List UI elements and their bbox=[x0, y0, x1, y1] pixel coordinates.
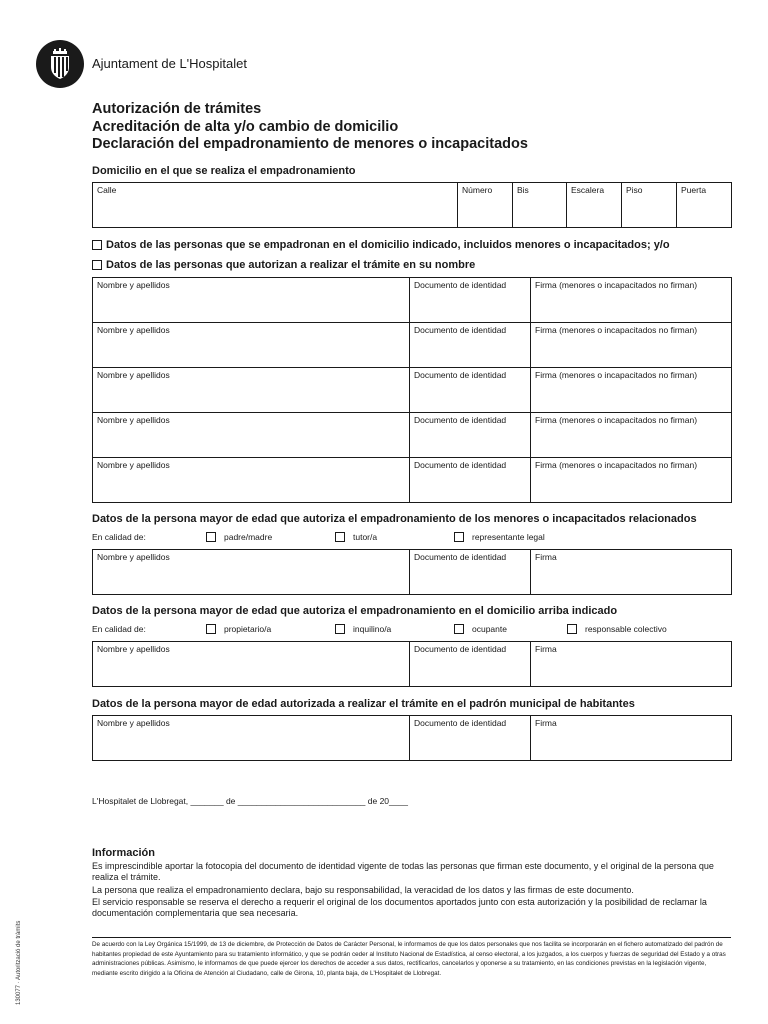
domicile-table bbox=[92, 182, 732, 228]
signature-label: Firma bbox=[535, 644, 557, 654]
tenant-label: inquilino/a bbox=[353, 624, 392, 634]
number-field[interactable] bbox=[458, 183, 513, 228]
name-label: Nombre y apellidos bbox=[97, 718, 170, 728]
name-label: Nombre y apellidos bbox=[97, 644, 170, 654]
table-row bbox=[93, 458, 732, 503]
signature-label: Firma (menores o incapacitados no firman) bbox=[535, 415, 698, 425]
domicile-authorizer-signature-field[interactable] bbox=[531, 642, 732, 687]
id-label: Documento de identidad bbox=[414, 644, 507, 654]
table-row bbox=[93, 278, 732, 323]
person-signature-field[interactable] bbox=[531, 368, 732, 413]
table-row bbox=[93, 413, 732, 458]
legal-notice: De acuerdo con la Ley Orgánica 15/1999, de 13 de diciembre, de Protección de Datos de Carácter Personal, le informamos de que los datos personales que nos facilita se incorporarán en el fichero automatizado del padrón de habitantes propiedad de este Ayuntamiento para su tratamiento informático, y que se podrán ceder al Instituto Nacional de Estadística, al censo electoral, a los juzgados, a los cuerpos y fuerzas de seguridad del Estado y a otras administraciones públicas. Asimismo, le informamos de que puede ejercer los derechos de acceder a sus datos, rectificarlos, cancelarlos y oponerse a su tratamiento, en las condiciones previstas en la legislación vigente, mediante escrito dirigido a la Oficina de Atención al Ciudadano, calle de Girona, 10, planta baja, de L'Hospitalet de Llobregat. bbox=[92, 941, 726, 977]
id-label: Documento de identidad bbox=[414, 370, 507, 380]
signature-label: Firma (menores o incapacitados no firman) bbox=[535, 370, 698, 380]
info-paragraph: La persona que realiza el empadronamiento declara, bajo su responsabilidad, la veracidad de los datos y las firmas de este documento. bbox=[92, 885, 634, 895]
option-collective-responsible bbox=[567, 624, 667, 634]
domicile-authorizer-title: Datos de la persona mayor de edad que autoriza el empadronamiento en el domicilio arriba indicado bbox=[92, 605, 618, 617]
number-label: Número bbox=[462, 185, 493, 195]
tutor-label: tutor/a bbox=[353, 532, 378, 542]
minors-authorizer-title: Datos de la persona mayor de edad que autoriza el empadronamiento de los menores o incapacitados relacionados bbox=[92, 513, 697, 525]
capacity-label: En calidad de: bbox=[92, 532, 146, 542]
street-field[interactable] bbox=[93, 183, 458, 228]
person-id-field[interactable] bbox=[410, 323, 531, 368]
owner-label: propietario/a bbox=[224, 624, 272, 634]
person-name-field[interactable] bbox=[93, 323, 410, 368]
registering-persons-label: Datos de las personas que se empadronan en el domicilio indicado, incluidos menores o incapacitados; y/o bbox=[106, 239, 670, 251]
person-name-field[interactable] bbox=[93, 368, 410, 413]
floor-field[interactable] bbox=[622, 183, 677, 228]
authorized-signature-field[interactable] bbox=[531, 716, 732, 761]
registering-persons-checkbox[interactable] bbox=[92, 240, 102, 250]
city-seal-logo bbox=[36, 40, 84, 88]
option-occupant bbox=[454, 624, 507, 634]
authorized-person-table bbox=[92, 715, 732, 761]
owner-checkbox[interactable] bbox=[206, 624, 216, 634]
id-label: Documento de identidad bbox=[414, 718, 507, 728]
domicile-authorizer-name-field[interactable] bbox=[93, 642, 410, 687]
minors-capacity-row bbox=[92, 532, 732, 544]
person-signature-field[interactable] bbox=[531, 413, 732, 458]
legal-representative-label: representante legal bbox=[472, 532, 545, 542]
person-signature-field[interactable] bbox=[531, 278, 732, 323]
domicile-capacity-row bbox=[92, 624, 732, 636]
parent-checkbox[interactable] bbox=[206, 532, 216, 542]
authorized-person-title: Datos de la persona mayor de edad autorizada a realizar el trámite en el padrón municipal de habitantes bbox=[92, 698, 635, 710]
option-tutor bbox=[335, 532, 377, 542]
tutor-checkbox[interactable] bbox=[335, 532, 345, 542]
floor-label: Piso bbox=[626, 185, 643, 195]
tenant-checkbox[interactable] bbox=[335, 624, 345, 634]
name-label: Nombre y apellidos bbox=[97, 460, 170, 470]
street-label: Calle bbox=[97, 185, 117, 195]
name-label: Nombre y apellidos bbox=[97, 415, 170, 425]
person-id-field[interactable] bbox=[410, 278, 531, 323]
name-label: Nombre y apellidos bbox=[97, 370, 170, 380]
option-authorizing-persons bbox=[92, 259, 475, 271]
bis-field[interactable] bbox=[513, 183, 567, 228]
person-signature-field[interactable] bbox=[531, 323, 732, 368]
option-legal-representative bbox=[454, 532, 545, 542]
person-name-field[interactable] bbox=[93, 278, 410, 323]
option-owner bbox=[206, 624, 271, 634]
place-date-line[interactable]: L'Hospitalet de Llobregat, _______ de ___________________________ de 20____ bbox=[92, 796, 408, 806]
authorizer-id-field[interactable] bbox=[410, 550, 531, 595]
info-paragraph: El servicio responsable se reserva el derecho a requerir el original de los documentos aportados junto con esta autorización y la posibilidad de reclamar la documentación complementaria que sea necesaria. bbox=[92, 897, 707, 918]
signature-label: Firma bbox=[535, 718, 557, 728]
legal-representative-checkbox[interactable] bbox=[454, 532, 464, 542]
name-label: Nombre y apellidos bbox=[97, 552, 170, 562]
person-name-field[interactable] bbox=[93, 458, 410, 503]
id-label: Documento de identidad bbox=[414, 415, 507, 425]
authorized-id-field[interactable] bbox=[410, 716, 531, 761]
document-title: Autorización de trámites bbox=[92, 101, 262, 117]
table-row bbox=[93, 323, 732, 368]
bis-label: Bis bbox=[517, 185, 529, 195]
organization-name: Ajuntament de L'Hospitalet bbox=[92, 56, 247, 71]
authorized-name-field[interactable] bbox=[93, 716, 410, 761]
signature-label: Firma bbox=[535, 552, 557, 562]
occupant-label: ocupante bbox=[472, 624, 507, 634]
collective-responsible-checkbox[interactable] bbox=[567, 624, 577, 634]
table-row bbox=[93, 368, 732, 413]
name-label: Nombre y apellidos bbox=[97, 325, 170, 335]
authorizer-signature-field[interactable] bbox=[531, 550, 732, 595]
domicile-authorizer-table bbox=[92, 641, 732, 687]
id-label: Documento de identidad bbox=[414, 552, 507, 562]
document-subtitle: Acreditación de alta y/o cambio de domicilio bbox=[92, 118, 399, 135]
door-label: Puerta bbox=[681, 185, 707, 195]
option-tenant bbox=[335, 624, 391, 634]
domicile-authorizer-id-field[interactable] bbox=[410, 642, 531, 687]
document-titles bbox=[92, 101, 528, 154]
option-registering-persons bbox=[92, 239, 670, 251]
stair-field[interactable] bbox=[567, 183, 622, 228]
person-name-field[interactable] bbox=[93, 413, 410, 458]
name-label: Nombre y apellidos bbox=[97, 280, 170, 290]
signature-label: Firma (menores o incapacitados no firman) bbox=[535, 280, 698, 290]
persons-table bbox=[92, 277, 732, 503]
collective-responsible-label: responsable colectivo bbox=[585, 624, 667, 634]
authorizing-persons-label: Datos de las personas que autorizan a realizar el trámite en su nombre bbox=[106, 259, 476, 271]
minors-authorizer-table bbox=[92, 549, 732, 595]
id-label: Documento de identidad bbox=[414, 325, 507, 335]
person-id-field[interactable] bbox=[410, 413, 531, 458]
signature-label: Firma (menores o incapacitados no firman) bbox=[535, 460, 698, 470]
form-code: 130077 · Autorització de tràmits bbox=[16, 920, 22, 1005]
info-title: Información bbox=[92, 847, 155, 859]
parent-label: padre/madre bbox=[224, 532, 273, 542]
signature-label: Firma (menores o incapacitados no firman) bbox=[535, 325, 698, 335]
authorizer-name-field[interactable] bbox=[93, 550, 410, 595]
door-field[interactable] bbox=[677, 183, 732, 228]
stair-label: Escalera bbox=[571, 185, 605, 195]
domicile-section-title: Domicilio en el que se realiza el empadronamiento bbox=[92, 165, 356, 177]
footer-divider bbox=[92, 937, 731, 938]
person-id-field[interactable] bbox=[410, 458, 531, 503]
person-signature-field[interactable] bbox=[531, 458, 732, 503]
authorizing-persons-checkbox[interactable] bbox=[92, 260, 102, 270]
person-id-field[interactable] bbox=[410, 368, 531, 413]
occupant-checkbox[interactable] bbox=[454, 624, 464, 634]
info-paragraph: Es imprescindible aportar la fotocopia del documento de identidad vigente de todas las personas que firman este documento, y el original de la persona que realiza el trámite. bbox=[92, 861, 714, 882]
id-label: Documento de identidad bbox=[414, 280, 507, 290]
option-parent bbox=[206, 532, 272, 542]
document-subtitle: Declaración del empadronamiento de menores o incapacitados bbox=[92, 136, 528, 152]
id-label: Documento de identidad bbox=[414, 460, 507, 470]
capacity-label: En calidad de: bbox=[92, 624, 146, 634]
